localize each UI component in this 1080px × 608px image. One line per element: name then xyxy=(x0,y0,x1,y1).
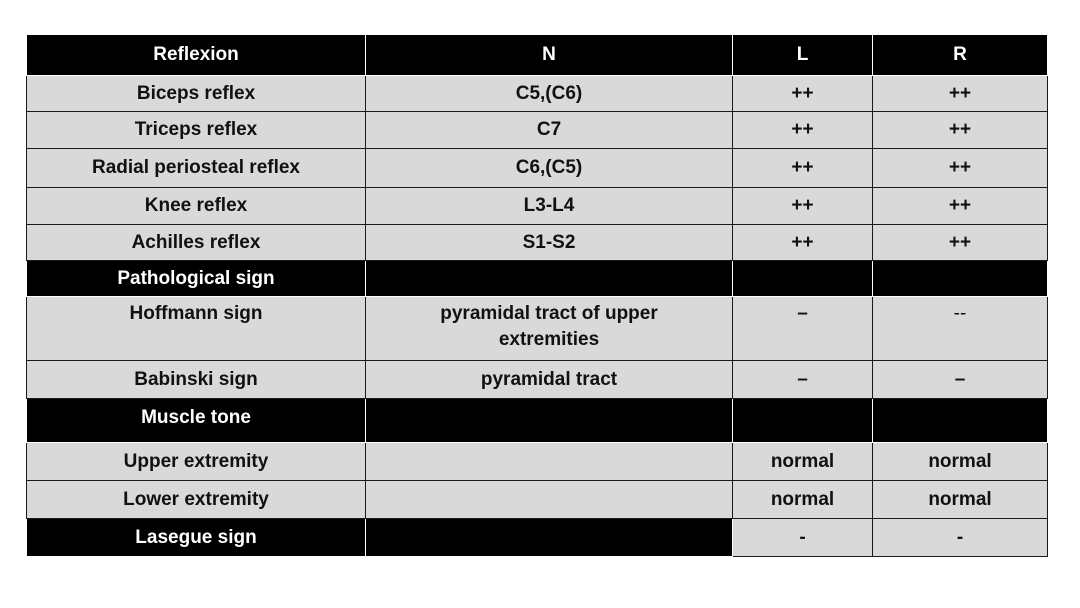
reflex-segment: L3-L4 xyxy=(366,188,733,225)
section-empty-cell xyxy=(366,261,733,297)
sign-left: – xyxy=(733,297,873,361)
lasegue-empty-cell xyxy=(366,519,733,557)
reflex-segment: C6,(C5) xyxy=(366,149,733,188)
reflex-name: Achilles reflex xyxy=(27,225,366,261)
section-empty-cell xyxy=(873,399,1048,443)
reflex-name: Triceps reflex xyxy=(27,112,366,149)
reflex-segment: S1-S2 xyxy=(366,225,733,261)
tone-segment xyxy=(366,481,733,519)
reflex-left: ++ xyxy=(733,112,873,149)
reflex-right: ++ xyxy=(873,76,1048,112)
tone-left: normal xyxy=(733,443,873,481)
sign-name: Babinski sign xyxy=(27,361,366,399)
tone-name: Lower extremity xyxy=(27,481,366,519)
reflex-left: ++ xyxy=(733,188,873,225)
sign-tract: pyramidal tract of upper extremities xyxy=(366,297,733,361)
table-row xyxy=(27,112,1048,149)
section-empty-cell xyxy=(873,261,1048,297)
section-empty-cell xyxy=(733,261,873,297)
header-n: N xyxy=(366,35,733,76)
reflex-segment: C7 xyxy=(366,112,733,149)
reflex-right: ++ xyxy=(873,112,1048,149)
table-row xyxy=(27,188,1048,225)
section-empty-cell xyxy=(366,399,733,443)
lasegue-title: Lasegue sign xyxy=(27,519,366,557)
section-title: Pathological sign xyxy=(27,261,366,297)
header-r: R xyxy=(873,35,1048,76)
table-row xyxy=(27,443,1048,481)
reflex-right: ++ xyxy=(873,188,1048,225)
reflex-right: ++ xyxy=(873,149,1048,188)
header-l: L xyxy=(733,35,873,76)
sign-right: -- xyxy=(873,297,1048,361)
sign-right: – xyxy=(873,361,1048,399)
tone-segment xyxy=(366,443,733,481)
reflex-name: Biceps reflex xyxy=(27,76,366,112)
table-header-row xyxy=(27,35,1048,76)
lasegue-row xyxy=(27,519,1048,557)
table-row xyxy=(27,76,1048,112)
table-row xyxy=(27,225,1048,261)
reflex-exam-table-container xyxy=(26,34,1047,557)
tone-right: normal xyxy=(873,481,1048,519)
reflex-left: ++ xyxy=(733,76,873,112)
lasegue-left: - xyxy=(733,519,873,557)
reflex-name: Knee reflex xyxy=(27,188,366,225)
table-row xyxy=(27,361,1048,399)
table-row xyxy=(27,149,1048,188)
sign-tract: pyramidal tract xyxy=(366,361,733,399)
section-header-pathological xyxy=(27,261,1048,297)
table-row xyxy=(27,481,1048,519)
tone-left: normal xyxy=(733,481,873,519)
reflex-left: ++ xyxy=(733,225,873,261)
reflex-left: ++ xyxy=(733,149,873,188)
reflex-segment: C5,(C6) xyxy=(366,76,733,112)
sign-left: – xyxy=(733,361,873,399)
section-header-muscle-tone xyxy=(27,399,1048,443)
lasegue-right: - xyxy=(873,519,1048,557)
header-reflexion: Reflexion xyxy=(27,35,366,76)
tone-right: normal xyxy=(873,443,1048,481)
reflex-name: Radial periosteal reflex xyxy=(27,149,366,188)
reflex-right: ++ xyxy=(873,225,1048,261)
table-row xyxy=(27,297,1048,361)
tone-name: Upper extremity xyxy=(27,443,366,481)
sign-name: Hoffmann sign xyxy=(27,297,366,361)
reflex-exam-table xyxy=(26,34,1048,557)
section-empty-cell xyxy=(733,399,873,443)
section-title: Muscle tone xyxy=(27,399,366,443)
